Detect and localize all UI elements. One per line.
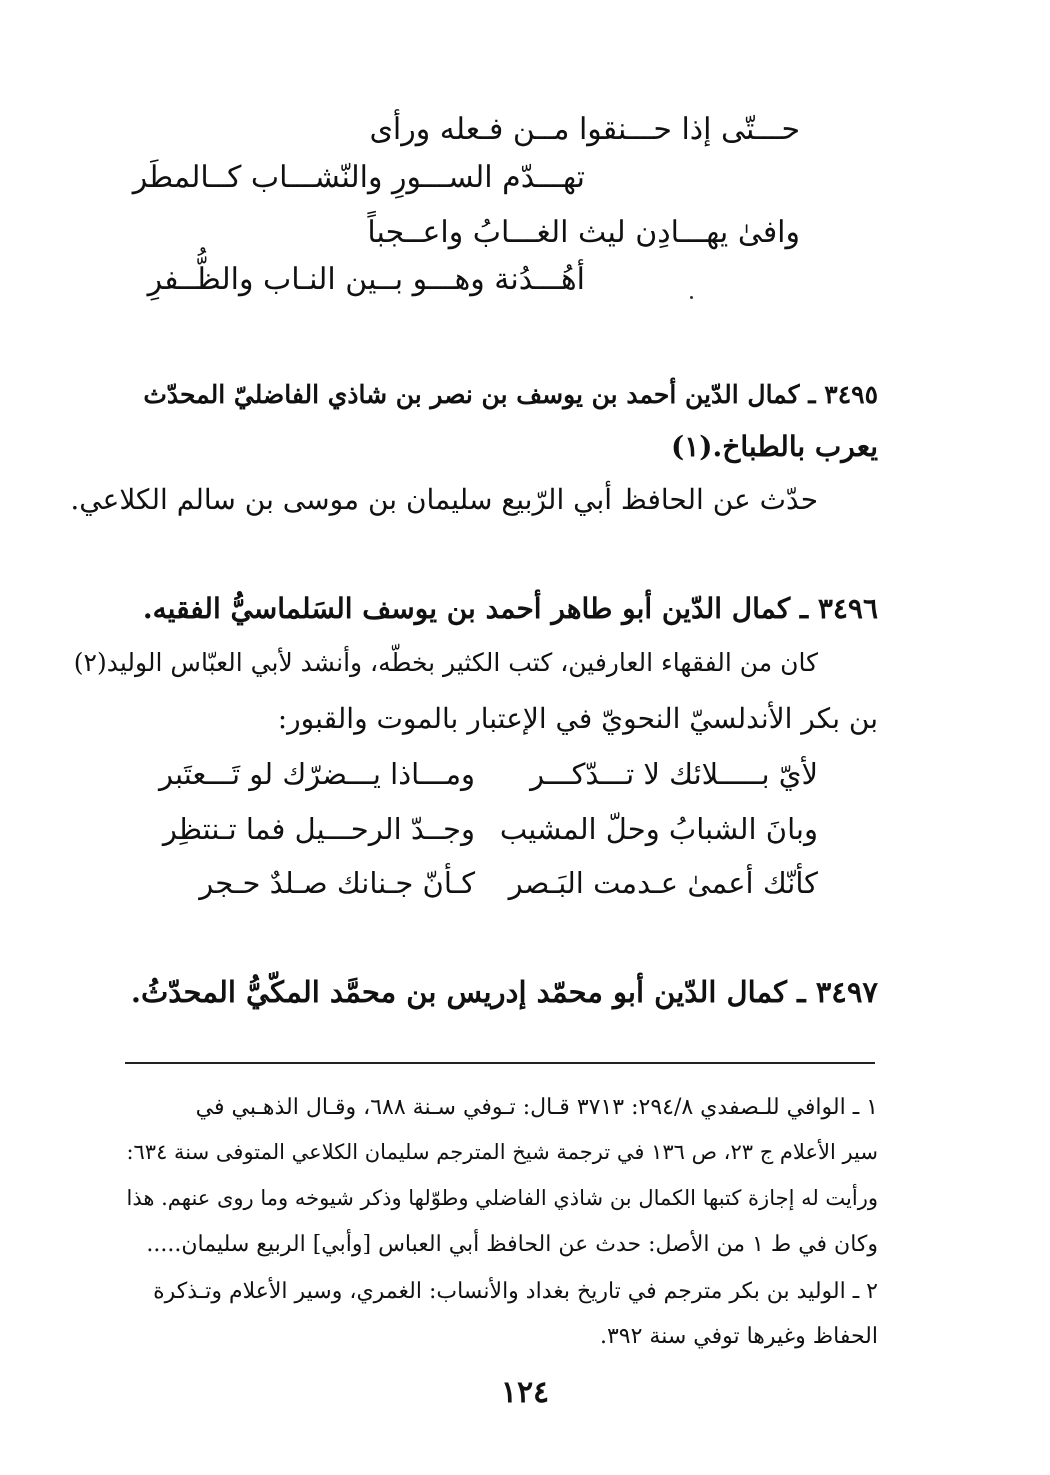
footnote-line: ٢ ـ الوليد بن بكر مترجم في تاريخ بغداد والأنساب: الغمري، وسير الأعلام وتـذكرة [153,1279,878,1304]
footnote-separator [125,1062,875,1064]
poem-line: أهُـــدُنة وهـــو بــين النـاب والظُّــفرِ [147,262,585,297]
footnote-line: سير الأعلام ج ٢٣، ص ١٣٦ في ترجمة شيخ المترجم سليمان الكلاعي المتوفى سنة ٦٣٤: [126,1140,878,1164]
page-number: ١٢٤ [500,1375,550,1410]
footnote-line: الحفاظ وغيرها توفي سنة ٣٩٢. [599,1324,878,1349]
footnote-line: ورأيت له إجازة كتبها الكمال بن شاذي الفاضلي وطوّلها وذكر شيوخه وما روى عنهم. هذا [126,1186,878,1210]
entry-heading: ٣٤٩٧ ـ كمال الدّين أبو محمّد إدريس بن محمَّد المكّيُّ المحدّثُ. [130,975,878,1009]
entry-heading-continued: يعرب بالطباخ.(١) [670,430,878,463]
poem-line: وافىٰ يهـــادِن ليث الغـــابُ واعــجباً [367,215,800,250]
verse-second-hemistich: وجــدّ الرحـــيل فما تـنتظِر [162,812,475,846]
footnote-line: ١ ـ الوافي للـصفدي ٢٩٤/٨: ٣٧١٣ قـال: تـوفي سـنة ٦٨٨، وقـال الذهـبي في [195,1095,878,1120]
footnote-line: وكان في ط ١ من الأصل: حدث عن الحافظ أبي العباس [وأبي] الربيع سليمان..... [146,1232,878,1257]
verse-second-hemistich: ومـــاذا يـــضرّك لو تَـــعتَبر [159,757,475,791]
verse-first-hemistich: كأنّك أعمىٰ عـدمت البَـصر [508,866,818,900]
entry-heading: ٣٤٩٥ ـ كمال الدّين أحمد بن يوسف بن نصر بن شاذي الفاضليّ المحدّث [143,380,878,409]
entry-text: حدّث عن الحافظ أبي الرّبيع سليمان بن موسى بن سالم الكلاعي. [70,483,818,516]
entry-heading: ٣٤٩٦ ـ كمال الدّين أبو طاهر أحمد بن يوسف السَلماسيُّ الفقيه. [142,592,878,625]
verse-second-hemistich: كـأنّ جـنانك صـلدٌ حـجر [199,866,475,900]
poem-line: تهـــدّم الســـورِ والنّشـــاب كــالمطَر [132,160,585,195]
verse-first-hemistich: لأيّ بـــــلائك لا تـــدّكـــر [530,757,818,791]
entry-text: بن بكر الأندلسيّ النحويّ في الإعتبار بالموت والقبور: [277,702,878,735]
ink-dot [690,296,693,299]
verse-first-hemistich: وبانَ الشبابُ وحلّ المشيب [499,812,818,846]
entry-text: كان من الفقهاء العارفين، كتب الكثير بخطّه، وأنشد لأبي العبّاس الوليد(٢) [73,648,818,677]
poem-line: حـــتّى إذا حـــنقوا مــن فـعله ورأى [369,112,800,147]
